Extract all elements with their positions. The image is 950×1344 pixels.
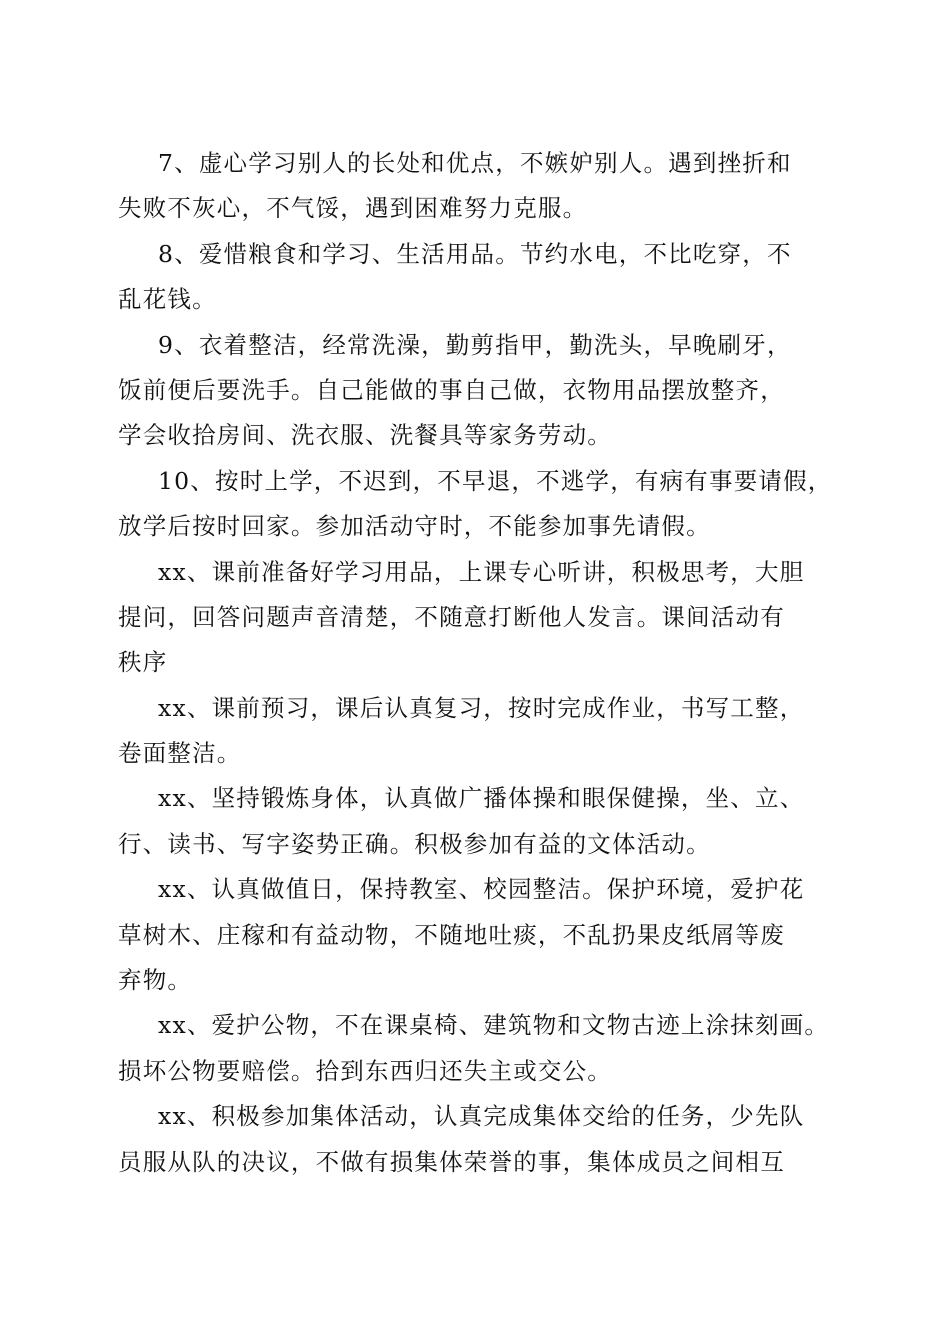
paragraph-xx-6 [118,1094,830,1185]
paragraph-line: 失败不灰心，不气馁，遇到困难努力克服。 [118,194,588,223]
paragraph-xx-3 [118,776,830,867]
document-body [118,141,833,1185]
paragraph-line: xx、爱护公物，不在课桌椅、建筑物和文物古迹上涂抹刻画。 [158,1011,830,1040]
paragraph-line: xx、坚持锻炼身体，认真做广播体操和眼保健操，坐、立、 [158,784,805,813]
paragraph-line: 乱花钱。 [118,285,217,314]
paragraph-8 [118,232,830,323]
paragraph-line: 损坏公物要赔偿。拾到东西归还失主或交公。 [118,1056,612,1085]
paragraph-line: 草树木、庄稼和有益动物，不随地吐痰，不乱扔果皮纸屑等废 [118,920,785,949]
paragraph-10 [118,459,833,550]
paragraph-line: 提问，回答问题声音清楚，不随意打断他人发言。课间活动有 [118,602,785,631]
paragraph-9 [118,323,830,459]
paragraph-line: 10、按时上学，不迟到，不早退，不逃学，有病有事要请假， [158,466,833,495]
paragraph-line: 弃物。 [118,966,193,995]
paragraph-line: xx、认真做值日，保持教室、校园整洁。保护环境，爱护花 [158,875,805,904]
paragraph-line: 饭前便后要洗手。自己能做的事自己做，衣物用品摆放整齐， [118,375,785,404]
paragraph-7 [118,141,830,232]
paragraph-xx-1 [118,550,830,686]
paragraph-line: 放学后按时回家。参加活动守时，不能参加事先请假。 [118,512,711,541]
paragraph-line: xx、课前预习，课后认真复习，按时完成作业，书写工整， [158,693,805,722]
paragraph-line: 9、衣着整洁，经常洗澡，勤剪指甲，勤洗头，早晚刷牙， [158,330,792,359]
paragraph-xx-5 [118,1003,830,1094]
paragraph-line: xx、积极参加集体活动，认真完成集体交给的任务，少先队 [158,1102,805,1131]
paragraph-line: 秩序 [118,648,168,677]
paragraph-line: 卷面整洁。 [118,739,242,768]
paragraph-line: xx、课前准备好学习用品，上课专心听讲，积极思考，大胆 [158,557,805,586]
paragraph-line: 行、读书、写字姿势正确。积极参加有益的文体活动。 [118,829,711,858]
paragraph-line: 8、爱惜粮食和学习、生活用品。节约水电，不比吃穿，不 [158,239,792,268]
paragraph-line: 学会收拾房间、洗衣服、洗餐具等家务劳动。 [118,421,612,450]
paragraph-line: 员服从队的决议，不做有损集体荣誉的事，集体成员之间相互 [118,1147,785,1176]
paragraph-xx-2 [118,686,830,777]
paragraph-xx-4 [118,867,830,1003]
paragraph-line: 7、虚心学习别人的长处和优点，不嫉妒别人。遇到挫折和 [158,149,792,177]
